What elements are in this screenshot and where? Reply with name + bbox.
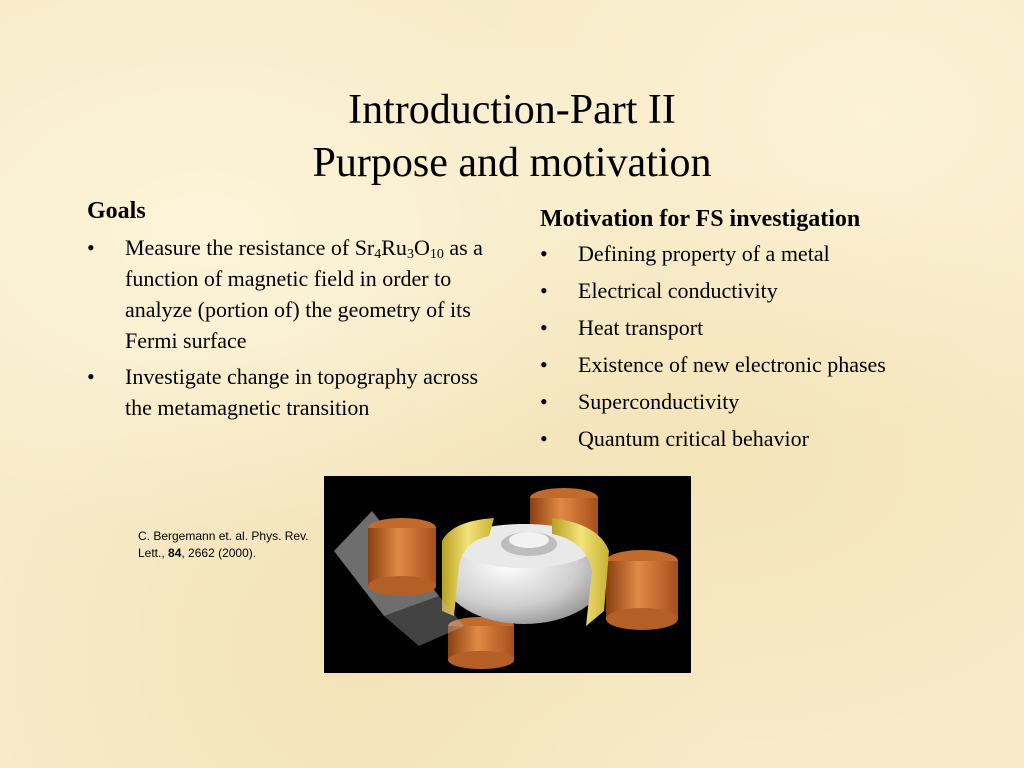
formula-ru: Ru — [381, 235, 407, 260]
goals-item-1-pre: Measure the resistance of — [125, 235, 355, 260]
slide-title — [0, 84, 1024, 190]
fermi-surface-image — [324, 476, 691, 673]
goals-item-1-post: as a function of magnetic field in order to analyze (portion of) the geometry of its Fermi surface — [125, 235, 483, 353]
formula-o: O — [413, 235, 430, 260]
formula-sr: Sr — [354, 235, 375, 260]
goals-item-1 — [87, 232, 507, 356]
motivation-item: • Heat transport — [540, 314, 980, 342]
goals-column — [87, 196, 507, 428]
goals-list — [87, 232, 507, 423]
motivation-list — [540, 240, 980, 453]
goals-heading: Goals — [87, 198, 146, 224]
formula-o-subscript: 10 — [429, 247, 444, 262]
motivation-item: • Electrical conductivity — [540, 277, 980, 305]
citation-authors-journal: C. Bergemann et. al. Phys. Rev. Lett., — [138, 529, 309, 560]
goals-item-2: • Investigate change in topography across the metamagnetic transition — [87, 361, 507, 423]
formula-ru-subscript: 3 — [406, 247, 414, 262]
motivation-column — [540, 204, 980, 462]
citation-volume: 84 — [168, 546, 182, 560]
formula-sr-subscript: 4 — [374, 247, 382, 262]
motivation-item: • Quantum critical behavior — [540, 425, 980, 453]
motivation-item: • Existence of new electronic phases — [540, 351, 980, 379]
fermi-surface-figure — [324, 476, 691, 673]
citation-pages-year: , 2662 (2000). — [181, 546, 257, 560]
motivation-item: • Superconductivity — [540, 388, 980, 416]
orange-pillar-left — [368, 518, 436, 596]
slide-title-line-2: Purpose and motivation — [312, 140, 712, 186]
slide-title-line-1: Introduction-Part II — [348, 87, 676, 133]
orange-pillar-right — [606, 550, 678, 630]
citation — [138, 528, 318, 562]
motivation-heading: Motivation for FS investigation — [540, 206, 861, 232]
motivation-item: • Defining property of a metal — [540, 240, 980, 268]
